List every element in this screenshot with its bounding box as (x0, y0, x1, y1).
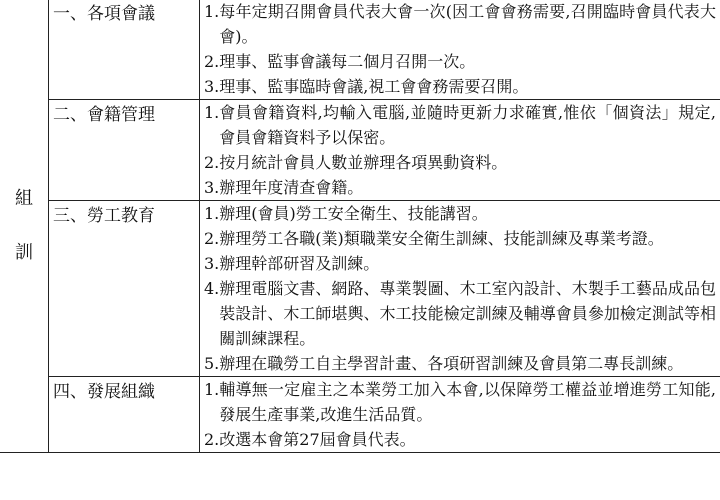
list-item-number: 2. (204, 430, 220, 449)
list-item-number: 2. (204, 229, 220, 248)
list-item (200, 175, 720, 200)
list-item-text: 辦理勞工各職(業)類職業安全衛生訓練、技能訓練及專業考證。 (219, 229, 664, 248)
list-item (200, 351, 720, 376)
list-item (200, 427, 720, 452)
list-item (200, 226, 720, 251)
section-items-cell (200, 201, 720, 377)
list-item-number: 2. (204, 153, 220, 172)
section-heading: 四、發展組織 (53, 382, 155, 402)
list-item (200, 150, 720, 175)
side-label-char: 組 (15, 187, 33, 209)
list-item-number: 1. (204, 2, 220, 21)
list-item-text: 辦理在職勞工自主學習計畫、各項研習訓練及會員第二專長訓練。 (219, 354, 684, 373)
list-item (200, 201, 720, 226)
list-item-number: 5. (204, 354, 220, 373)
list-item (200, 276, 720, 351)
list-item-text: 每年定期召開會員代表大會一次(因工會會務需要,召開臨時會員代表大會)。 (219, 2, 716, 46)
list-item-number: 1. (204, 204, 220, 223)
list-item-text: 輔導無一定雇主之本業勞工加入本會,以保障勞工權益並增進勞工知能,發展生產事業,改進生活品質。 (219, 380, 716, 424)
list-item-number: 3. (204, 77, 220, 96)
list-item-text: 辦理年度清查會籍。 (219, 178, 364, 197)
list-item-text: 改選本會第27屆會員代表。 (219, 430, 416, 449)
section-heading: 一、各項會議 (53, 4, 155, 24)
list-item-number: 3. (204, 178, 220, 197)
list-item-text: 辦理電腦文書、網路、專業製圖、木工室內設計、木製手工藝品成品包裝設計、木工師堪輿、木工技能檢定訓練及輔導會員參加檢定測試等相關訓練課程。 (219, 279, 716, 348)
list-item-number: 2. (204, 52, 220, 71)
list-item-number: 1. (204, 380, 220, 399)
section-heading-cell (49, 377, 200, 453)
section-items-cell (200, 377, 720, 453)
section-heading-cell (49, 201, 200, 377)
list-item (200, 49, 720, 74)
list-item-text: 理事、監事會議每二個月召開一次。 (219, 52, 476, 71)
list-item (200, 0, 720, 49)
list-item (200, 74, 720, 99)
list-item-text: 理事、監事臨時會議,視工會會務需要召開。 (219, 77, 529, 96)
list-item (200, 251, 720, 276)
list-item (200, 100, 720, 150)
side-label-cell (0, 0, 49, 453)
list-item-number: 1. (204, 103, 220, 122)
list-item-number: 3. (204, 254, 220, 273)
section-row (0, 377, 720, 453)
list-item-text: 辦理(會員)勞工安全衛生、技能講習。 (219, 204, 488, 223)
list-item-text: 辦理幹部研習及訓練。 (219, 254, 380, 273)
list-item-text: 按月統計會員人數並辦理各項異動資料。 (219, 153, 508, 172)
section-items-cell (200, 100, 720, 201)
section-heading-cell (49, 0, 200, 100)
side-label-char: 訓 (15, 241, 33, 263)
side-label (0, 172, 48, 280)
section-row (0, 0, 720, 100)
list-item-number: 4. (204, 279, 220, 298)
section-items-cell (200, 0, 720, 100)
section-heading: 二、會籍管理 (53, 105, 155, 125)
section-heading-cell (49, 100, 200, 201)
section-row (0, 201, 720, 377)
list-item (200, 377, 720, 427)
section-heading: 三、勞工教育 (53, 206, 155, 226)
section-row (0, 100, 720, 201)
list-item-text: 會員會籍資料,均輸入電腦,並隨時更新力求確實,惟依「個資法」規定,會員會籍資料予以保密。 (219, 103, 716, 147)
